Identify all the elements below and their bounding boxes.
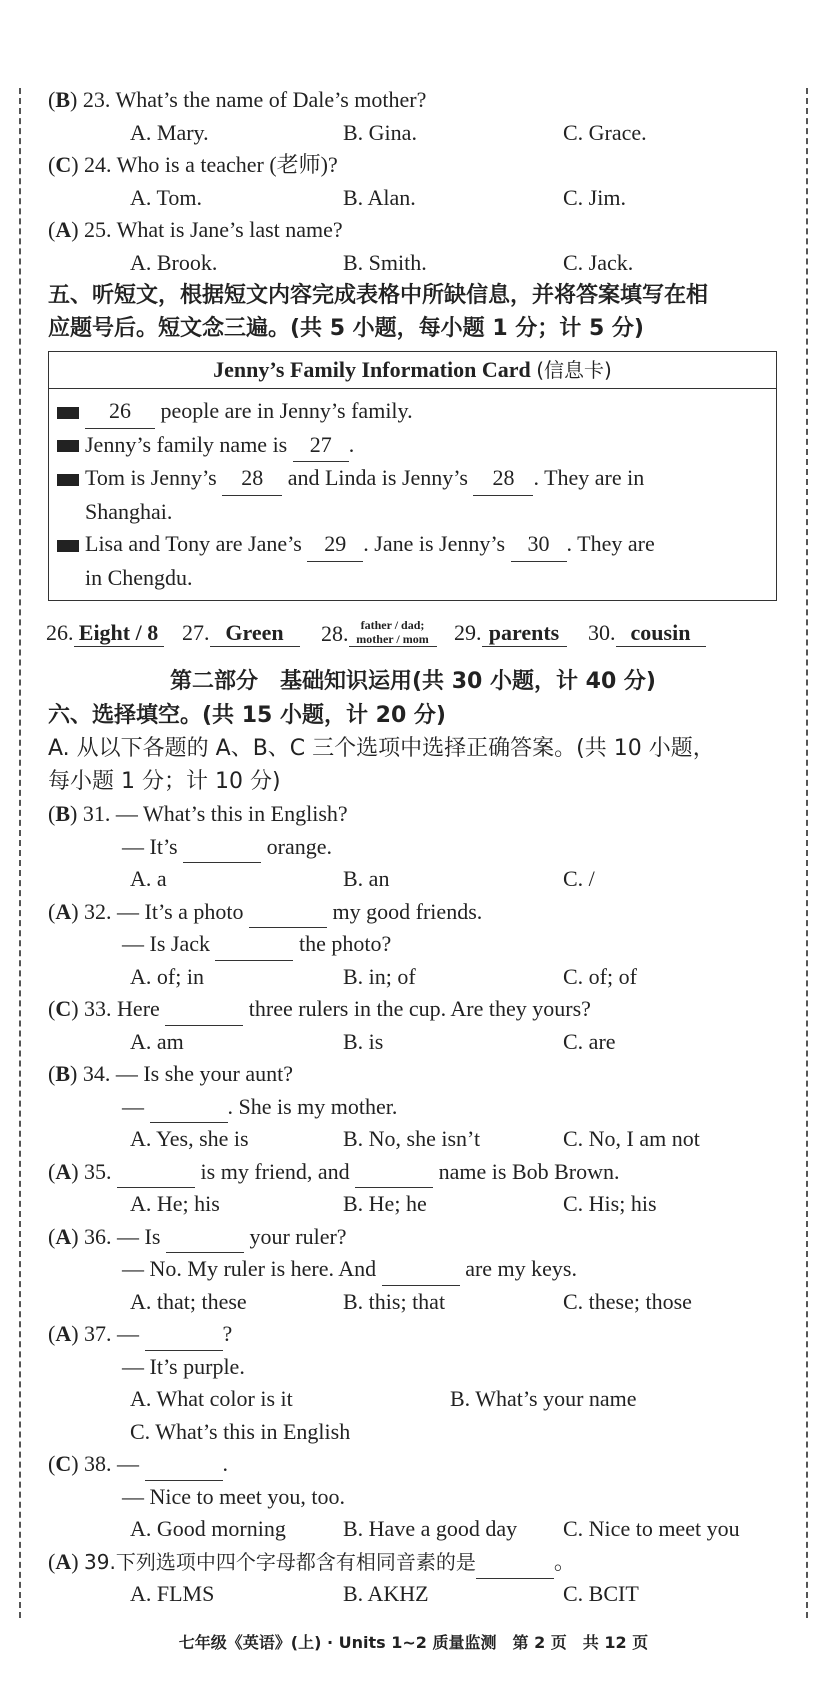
option-c: C. Jack. xyxy=(563,249,634,275)
card-row-26-text: people are in Jenny’s family. xyxy=(160,398,413,423)
q32-text-b: my good friends. xyxy=(332,898,483,924)
answer-27-number: 27. xyxy=(182,620,210,645)
blank xyxy=(165,1003,243,1026)
option-c: C. Jim. xyxy=(563,184,626,210)
card-title xyxy=(49,352,776,389)
blank xyxy=(145,1458,223,1481)
q32-text-a: 32. — It’s a photo xyxy=(84,898,244,924)
card-title-cn: (信息卡) xyxy=(536,358,612,382)
q32-text-d: the photo? xyxy=(298,931,392,956)
option-c: C. Nice to meet you xyxy=(563,1516,740,1541)
question-24-stem: 24. Who is a teacher (老师)? xyxy=(84,152,338,177)
q32-text-c: — Is Jack xyxy=(122,931,210,956)
part-2-heading: 第二部分 基础知识运用(共 30 小题，计 40 分) xyxy=(170,669,656,694)
question-24: (C) 24. Who is a teacher (老师)? xyxy=(48,152,338,177)
answer-29-number: 29. xyxy=(454,620,482,645)
card-row-26 xyxy=(57,395,768,429)
answers-26-30 xyxy=(48,607,778,653)
option-b: B. He; he xyxy=(343,1191,427,1216)
answer-28-text xyxy=(349,618,437,647)
answer-28-line2: mother / mom xyxy=(356,632,429,646)
blank xyxy=(249,905,327,928)
q35-text-a: 35. xyxy=(84,1158,112,1184)
section-5-heading-line2: 应题号后。短文念三遍。(共 5 小题，每小题 1 分；计 5 分) xyxy=(48,316,644,341)
q31-text-a: — It’s xyxy=(122,833,178,859)
option-b: B. What’s your name xyxy=(450,1386,637,1411)
options-33 xyxy=(48,1026,778,1059)
answer-27 xyxy=(182,620,300,647)
question-25-stem: 25. What is Jane’s last name? xyxy=(84,217,343,242)
option-b: B. Gina. xyxy=(343,119,417,145)
q35-text-b: is my friend, and xyxy=(200,1158,350,1184)
card-body xyxy=(49,389,776,600)
option-b: B. Have a good day xyxy=(343,1516,518,1541)
card-row-29-cont: in Chengdu. xyxy=(85,564,193,590)
answer-38: C xyxy=(55,1451,72,1476)
options-37-row2 xyxy=(48,1416,778,1449)
blank xyxy=(145,1328,223,1351)
blank xyxy=(355,1165,433,1188)
answer-24: C xyxy=(55,152,72,177)
question-23-stem: 23. What’s the name of Dale’s mother? xyxy=(82,87,427,112)
answer-26 xyxy=(46,620,164,647)
bullet-icon xyxy=(57,440,79,452)
blank xyxy=(166,1230,244,1253)
q35-text-c: name is Bob Brown. xyxy=(438,1158,620,1184)
q33-text-b: three rulers in the cup. Are they yours? xyxy=(248,996,591,1021)
option-a: A. Good morning xyxy=(130,1516,286,1541)
blank xyxy=(150,1100,228,1123)
question-34: (B) 34. — Is she your aunt? xyxy=(48,1061,294,1086)
bullet-icon xyxy=(57,407,79,419)
blank-30: 30 xyxy=(511,528,567,562)
answer-31: B xyxy=(55,801,71,826)
option-a: A. He; his xyxy=(130,1191,220,1216)
option-a: A. a xyxy=(130,866,167,891)
blank-28b: 28 xyxy=(473,462,533,496)
option-a: A. Mary. xyxy=(130,119,209,145)
card-title-text: Jenny’s Family Information Card xyxy=(213,357,531,382)
option-c: C. No, I am not xyxy=(563,1126,700,1151)
option-c: C. of; of xyxy=(563,963,637,989)
question-38: (C) 38. — . xyxy=(48,1448,778,1481)
q34-text-a: — xyxy=(122,1093,144,1119)
q38-text-b: . xyxy=(222,1451,229,1476)
card-row-29 xyxy=(57,528,768,562)
family-information-card xyxy=(48,351,777,601)
right-dashed-border xyxy=(806,88,808,1618)
question-34-line2 xyxy=(48,1091,778,1124)
blank xyxy=(117,1165,195,1188)
blank xyxy=(476,1556,554,1579)
card-row-29-text-a: Lisa and Tony are Jane’s xyxy=(85,531,302,556)
option-a: A. What color is it xyxy=(130,1386,293,1411)
answer-28-number: 28. xyxy=(321,621,349,646)
option-b: B. an xyxy=(343,866,390,891)
q34-text-b: . She is my mother. xyxy=(227,1093,398,1119)
question-38-line2: — Nice to meet you, too. xyxy=(122,1483,346,1509)
card-row-28-text-a: Tom is Jenny’s xyxy=(85,465,217,490)
section-6-heading: 六、选择填空。(共 15 小题，计 20 分) xyxy=(48,703,446,728)
answer-29 xyxy=(454,620,567,647)
options-31 xyxy=(48,863,778,896)
blank xyxy=(215,938,293,961)
question-37: (A) 37. — ? xyxy=(48,1318,778,1351)
q39-text-a: 39.下列选项中四个字母都含有相同音素的是 xyxy=(84,1549,476,1574)
q36-text-a: 36. — Is xyxy=(84,1223,161,1249)
answer-34: B xyxy=(55,1061,71,1086)
question-39: (A) 39.下列选项中四个字母都含有相同音素的是 。 xyxy=(48,1546,778,1579)
answer-29-text: parents xyxy=(482,620,567,647)
answer-30-number: 30. xyxy=(588,620,616,645)
card-row-28-text-b: and Linda is Jenny’s xyxy=(287,465,468,490)
answer-26-number: 26. xyxy=(46,620,74,645)
section-a-instruction-line1: A. 从以下各题的 A、B、C 三个选项中选择正确答案。(共 10 小题， xyxy=(48,736,715,761)
option-a: A. that; these xyxy=(130,1288,247,1314)
option-b: B. this; that xyxy=(343,1288,446,1314)
question-36-line2 xyxy=(48,1253,778,1286)
card-row-29-text-b: . Jane is Jenny’s xyxy=(363,531,506,556)
option-b: B. Alan. xyxy=(343,184,416,210)
answer-35: A xyxy=(55,1158,72,1184)
q31-text-b: orange. xyxy=(266,833,332,859)
question-35: (A) 35. is my friend, and name is Bob Brown. xyxy=(48,1156,778,1189)
answer-39: A xyxy=(55,1548,72,1574)
answer-25: A xyxy=(55,217,72,242)
blank-26: 26 xyxy=(85,395,155,429)
options-36 xyxy=(48,1286,778,1319)
blank-29: 29 xyxy=(307,528,363,562)
option-b: B. AKHZ xyxy=(343,1581,429,1606)
answer-23: B xyxy=(55,87,71,112)
question-32-line2 xyxy=(48,928,778,961)
option-a: A. Tom. xyxy=(130,184,203,210)
answer-27-text: Green xyxy=(210,620,300,647)
answer-30-text: cousin xyxy=(616,620,706,647)
q36-text-c: — No. My ruler is here. And xyxy=(122,1256,377,1281)
options-24 xyxy=(48,182,778,215)
options-37 xyxy=(48,1383,778,1416)
answer-37: A xyxy=(55,1321,72,1346)
option-b: B. No, she isn’t xyxy=(343,1126,481,1151)
blank-27: 27 xyxy=(293,429,349,463)
option-b: B. is xyxy=(343,1028,384,1054)
blank xyxy=(183,840,261,863)
option-a: A. Yes, she is xyxy=(130,1126,249,1151)
exam-page xyxy=(48,84,778,1611)
page-footer: 七年级《英语》(上) · Units 1~2 质量监测 第 2 页 共 12 页 xyxy=(178,1633,649,1652)
options-25 xyxy=(48,247,778,280)
answer-33: C xyxy=(55,996,72,1021)
options-34 xyxy=(48,1123,778,1156)
question-23: (B) 23. What’s the name of Dale’s mother? xyxy=(48,87,427,112)
card-row-27: Jenny’s family name is 27 . xyxy=(57,429,768,463)
q37-text-b: ? xyxy=(222,1321,233,1346)
section-5-heading-line1: 五、听短文，根据短文内容完成表格中所缺信息，并将答案填写在相 xyxy=(48,283,709,308)
options-35 xyxy=(48,1188,778,1221)
option-c: C. Grace. xyxy=(563,119,647,145)
blank xyxy=(382,1263,460,1286)
option-c: C. / xyxy=(563,866,595,891)
option-a: A. FLMS xyxy=(130,1581,215,1606)
bullet-icon xyxy=(57,474,79,486)
card-row-27-text: Jenny’s family name is xyxy=(85,431,288,457)
q37-text-a: 37. — xyxy=(84,1321,140,1346)
answer-30 xyxy=(588,620,706,647)
option-b: B. in; of xyxy=(343,963,416,989)
options-23 xyxy=(48,117,778,150)
options-38 xyxy=(48,1513,778,1546)
options-32 xyxy=(48,961,778,994)
answer-28-line1: father / dad; xyxy=(360,618,425,632)
card-row-28 xyxy=(57,462,768,496)
question-31: (B) 31. — What’s this in English? xyxy=(48,801,348,826)
option-c: C. BCIT xyxy=(563,1581,639,1606)
q33-text-a: 33. Here xyxy=(84,996,160,1021)
question-31-stem: 31. — What’s this in English? xyxy=(82,801,348,826)
question-37-line2: — It’s purple. xyxy=(122,1353,245,1379)
card-row-29-text-c: . They are xyxy=(566,531,655,556)
section-a-instruction-line2: 每小题 1 分；计 10 分) xyxy=(48,769,281,794)
option-c: C. these; those xyxy=(563,1288,692,1314)
answer-32: A xyxy=(55,898,72,924)
q36-text-b: your ruler? xyxy=(249,1223,347,1249)
option-a: A. of; in xyxy=(130,963,204,989)
option-a: A. am xyxy=(130,1028,184,1054)
option-c: C. His; his xyxy=(563,1191,657,1216)
option-a: A. Brook. xyxy=(130,249,218,275)
blank-28a: 28 xyxy=(222,462,282,496)
q38-text-a: 38. — xyxy=(84,1451,140,1476)
options-39 xyxy=(48,1578,778,1611)
question-33: (C) 33. Here three rulers in the cup. Are they yours? xyxy=(48,993,778,1026)
question-32: (A) 32. — It’s a photo my good friends. xyxy=(48,896,778,929)
card-row-28-cont: Shanghai. xyxy=(85,498,173,524)
option-c: C. are xyxy=(563,1028,616,1054)
question-25: (A) 25. What is Jane’s last name? xyxy=(48,217,343,242)
answer-26-text: Eight / 8 xyxy=(74,620,164,647)
answer-36: A xyxy=(55,1223,72,1249)
question-34-stem: 34. — Is she your aunt? xyxy=(82,1061,294,1086)
option-b: B. Smith. xyxy=(343,249,427,275)
question-31-line2 xyxy=(48,831,778,864)
q39-text-b: 。 xyxy=(553,1549,576,1575)
option-c: C. What’s this in English xyxy=(130,1418,351,1444)
left-dashed-border xyxy=(19,88,21,1618)
question-36: (A) 36. — Is your ruler? xyxy=(48,1221,778,1254)
answer-28 xyxy=(321,618,437,647)
q36-text-d: are my keys. xyxy=(465,1256,577,1281)
bullet-icon xyxy=(57,540,79,552)
card-row-28-text-c: . They are in xyxy=(533,465,645,490)
